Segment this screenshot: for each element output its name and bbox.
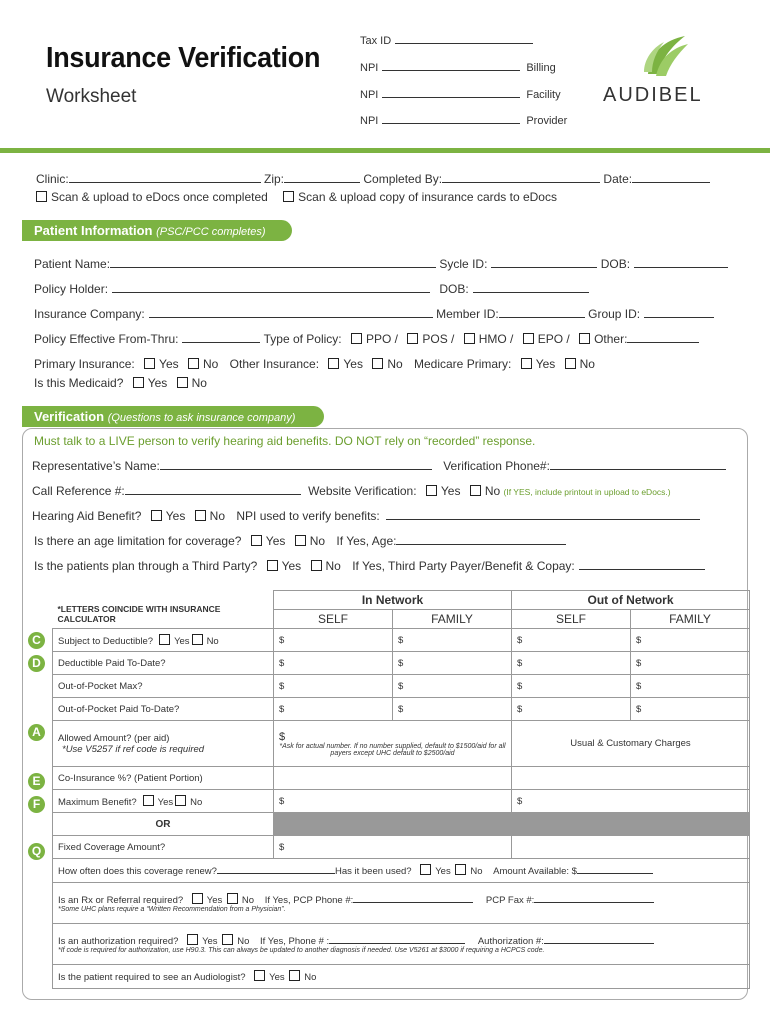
tax-id-field[interactable]: Tax ID	[360, 34, 533, 47]
max-benefit-yes-checkbox[interactable]	[143, 795, 154, 806]
patient-name-row[interactable]: Patient Name: Sycle ID: DOB:	[34, 257, 728, 271]
cell-input[interactable]: $	[274, 675, 393, 698]
policy-type-row[interactable]: Policy Effective From-Thru: Type of Policy: PPO / POS / HMO / EPO / Other:	[34, 332, 699, 346]
cell-input[interactable]: $	[631, 629, 750, 652]
rx-no-checkbox[interactable]	[227, 893, 238, 904]
table-row: Is an authorization required? Yes No If Yes, Phone # : Authorization #: *If code is required for authorization, use H90.3. This can always be updated to another diagnosis if needed. Use V5261 at $3000 if requiring a HCPCS code.	[53, 924, 750, 965]
table-row: Is the patient required to see an Audiologist? Yes No	[53, 965, 750, 989]
ha-benefit-no-checkbox[interactable]	[195, 510, 206, 521]
letter-c-badge: C	[28, 632, 45, 649]
npi-billing-field[interactable]: NPI Billing	[360, 62, 556, 74]
header-divider	[0, 148, 770, 153]
medicare-no-checkbox[interactable]	[565, 358, 576, 369]
medicaid-yes-checkbox[interactable]	[133, 377, 144, 388]
letter-d-badge: D	[28, 655, 45, 672]
third-party-no-checkbox[interactable]	[311, 560, 322, 571]
max-benefit-no-checkbox[interactable]	[175, 795, 186, 806]
cell-input[interactable]	[512, 836, 750, 859]
cell-input[interactable]	[274, 767, 512, 790]
table-row: Out-of-Pocket Max? $ $ $ $	[53, 675, 750, 698]
table-row: Co-Insurance %? (Patient Portion)	[53, 767, 750, 790]
letter-e-badge: E	[28, 773, 45, 790]
primary-no-checkbox[interactable]	[188, 358, 199, 369]
epo-checkbox[interactable]	[523, 333, 534, 344]
table-row: Subject to Deductible? Yes No $ $ $ $	[53, 629, 750, 652]
cell-input[interactable]: $	[393, 629, 512, 652]
in-family-header: FAMILY	[393, 610, 512, 629]
in-self-header: SELF	[274, 610, 393, 629]
cell-input[interactable]: $	[512, 629, 631, 652]
out-network-header: Out of Network	[512, 591, 750, 610]
in-network-header: In Network	[274, 591, 512, 610]
website-no-checkbox[interactable]	[470, 485, 481, 496]
cell-input[interactable]: $	[274, 836, 512, 859]
npi-facility-field[interactable]: NPI Facility	[360, 89, 561, 101]
third-party-row[interactable]: Is the patients plan through a Third Party? Yes No If Yes, Third Party Payer/Benefit & Copay:	[34, 559, 705, 573]
table-row: Allowed Amount? (per aid) *Use V5257 if ref code is required $ *Ask for actual number. If no number supplied, default to $1500/aid for all payers except UHC default to $2500/aid Usual & Customary Charges	[53, 721, 750, 767]
policy-holder-row[interactable]: Policy Holder: DOB:	[34, 282, 589, 296]
letter-f-badge: F	[28, 796, 45, 813]
cell-input[interactable]: $	[512, 790, 750, 813]
allowed-amount-input[interactable]: $ *Ask for actual number. If no number supplied, default to $1500/aid for all payers except UHC default to $2500/aid	[274, 721, 512, 767]
table-row: Maximum Benefit? Yes No $ $	[53, 790, 750, 813]
medicare-yes-checkbox[interactable]	[521, 358, 532, 369]
cell-input[interactable]: $	[274, 698, 393, 721]
primary-yes-checkbox[interactable]	[144, 358, 155, 369]
pos-checkbox[interactable]	[407, 333, 418, 344]
table-row: Deductible Paid To-Date? $ $ $ $	[53, 652, 750, 675]
age-limit-row[interactable]: Is there an age limitation for coverage? Yes No If Yes, Age:	[34, 534, 566, 548]
medicaid-no-checkbox[interactable]	[177, 377, 188, 388]
out-self-header: SELF	[512, 610, 631, 629]
deductible-no-checkbox[interactable]	[192, 634, 203, 645]
other-ins-no-checkbox[interactable]	[372, 358, 383, 369]
npi-provider-field[interactable]: NPI Provider	[360, 115, 568, 127]
deductible-yes-checkbox[interactable]	[159, 634, 170, 645]
ha-benefit-yes-checkbox[interactable]	[151, 510, 162, 521]
calculator-note: *LETTERS COINCIDE WITH INSURANCE CALCULATOR	[53, 591, 274, 629]
usual-customary-cell: Usual & Customary Charges	[512, 721, 750, 767]
cell-input[interactable]: $	[631, 675, 750, 698]
cell-input[interactable]: $	[393, 652, 512, 675]
out-family-header: FAMILY	[631, 610, 750, 629]
call-reference-row[interactable]: Call Reference #: Website Verification: Yes No (If YES, include printout in upload to eDocs.)	[32, 484, 671, 498]
letter-q-badge: Q	[28, 843, 45, 860]
other-ins-yes-checkbox[interactable]	[328, 358, 339, 369]
cell-input[interactable]	[512, 767, 750, 790]
age-limit-no-checkbox[interactable]	[295, 535, 306, 546]
cell-input[interactable]: $	[274, 652, 393, 675]
scan-upload-checkbox[interactable]	[36, 191, 47, 202]
cell-input[interactable]: $	[274, 629, 393, 652]
medicaid-row: Is this Medicaid? Yes No	[34, 376, 207, 390]
auth-no-checkbox[interactable]	[222, 934, 233, 945]
clinic-row[interactable]: Clinic: Zip: Completed By: Date:	[36, 172, 710, 186]
page-title: Insurance Verification	[46, 42, 321, 74]
logo-wordmark: AUDIBEL	[603, 84, 703, 106]
cell-input[interactable]: $	[274, 790, 512, 813]
ppo-checkbox[interactable]	[351, 333, 362, 344]
audiologist-no-checkbox[interactable]	[289, 970, 300, 981]
representative-row[interactable]: Representative’s Name: Verification Phone#:	[32, 459, 726, 473]
scan-cards-checkbox[interactable]	[283, 191, 294, 202]
cell-input[interactable]: $	[393, 698, 512, 721]
hmo-checkbox[interactable]	[464, 333, 475, 344]
auth-yes-checkbox[interactable]	[187, 934, 198, 945]
cell-input[interactable]: $	[393, 675, 512, 698]
cell-input[interactable]: $	[631, 698, 750, 721]
used-yes-checkbox[interactable]	[420, 864, 431, 875]
cell-input[interactable]: $	[512, 698, 631, 721]
cell-input[interactable]: $	[512, 652, 631, 675]
gray-separator	[274, 813, 750, 836]
cell-input[interactable]: $	[631, 652, 750, 675]
live-person-note: Must talk to a LIVE person to verify hearing aid benefits. DO NOT rely on “recorded” response.	[34, 434, 536, 448]
or-label: OR	[53, 813, 274, 836]
hearing-aid-benefit-row[interactable]: Hearing Aid Benefit? Yes No NPI used to verify benefits:	[32, 509, 700, 523]
rx-yes-checkbox[interactable]	[192, 893, 203, 904]
letter-a-badge: A	[28, 724, 45, 741]
cell-input[interactable]: $	[512, 675, 631, 698]
used-no-checkbox[interactable]	[455, 864, 466, 875]
table-row: Out-of-Pocket Paid To-Date? $ $ $ $	[53, 698, 750, 721]
verification-banner: Verification (Questions to ask insurance company)	[22, 406, 324, 427]
audiologist-yes-checkbox[interactable]	[254, 970, 265, 981]
website-yes-checkbox[interactable]	[426, 485, 437, 496]
table-row: How often does this coverage renew? Has it been used? Yes No Amount Available: $	[53, 859, 750, 883]
benefits-table	[52, 590, 750, 989]
table-row: Fixed Coverage Amount? $	[53, 836, 750, 859]
age-limit-yes-checkbox[interactable]	[251, 535, 262, 546]
third-party-yes-checkbox[interactable]	[267, 560, 278, 571]
table-row: Is an Rx or Referral required? Yes No If Yes, PCP Phone #: PCP Fax #: *Some UHC plans require a “Written Recommendation from a Physician”.	[53, 883, 750, 924]
insurance-company-row[interactable]: Insurance Company: Member ID: Group ID:	[34, 307, 714, 321]
page-subtitle: Worksheet	[46, 86, 137, 107]
primary-insurance-row: Primary Insurance: Yes No Other Insurance: Yes No Medicare Primary: Yes No	[34, 357, 595, 371]
other-policy-checkbox[interactable]	[579, 333, 590, 344]
table-row	[53, 813, 750, 836]
scan-row: Scan & upload to eDocs once completed Scan & upload copy of insurance cards to eDocs	[30, 190, 557, 204]
patient-info-banner: Patient Information (PSC/PCC completes)	[22, 220, 292, 241]
